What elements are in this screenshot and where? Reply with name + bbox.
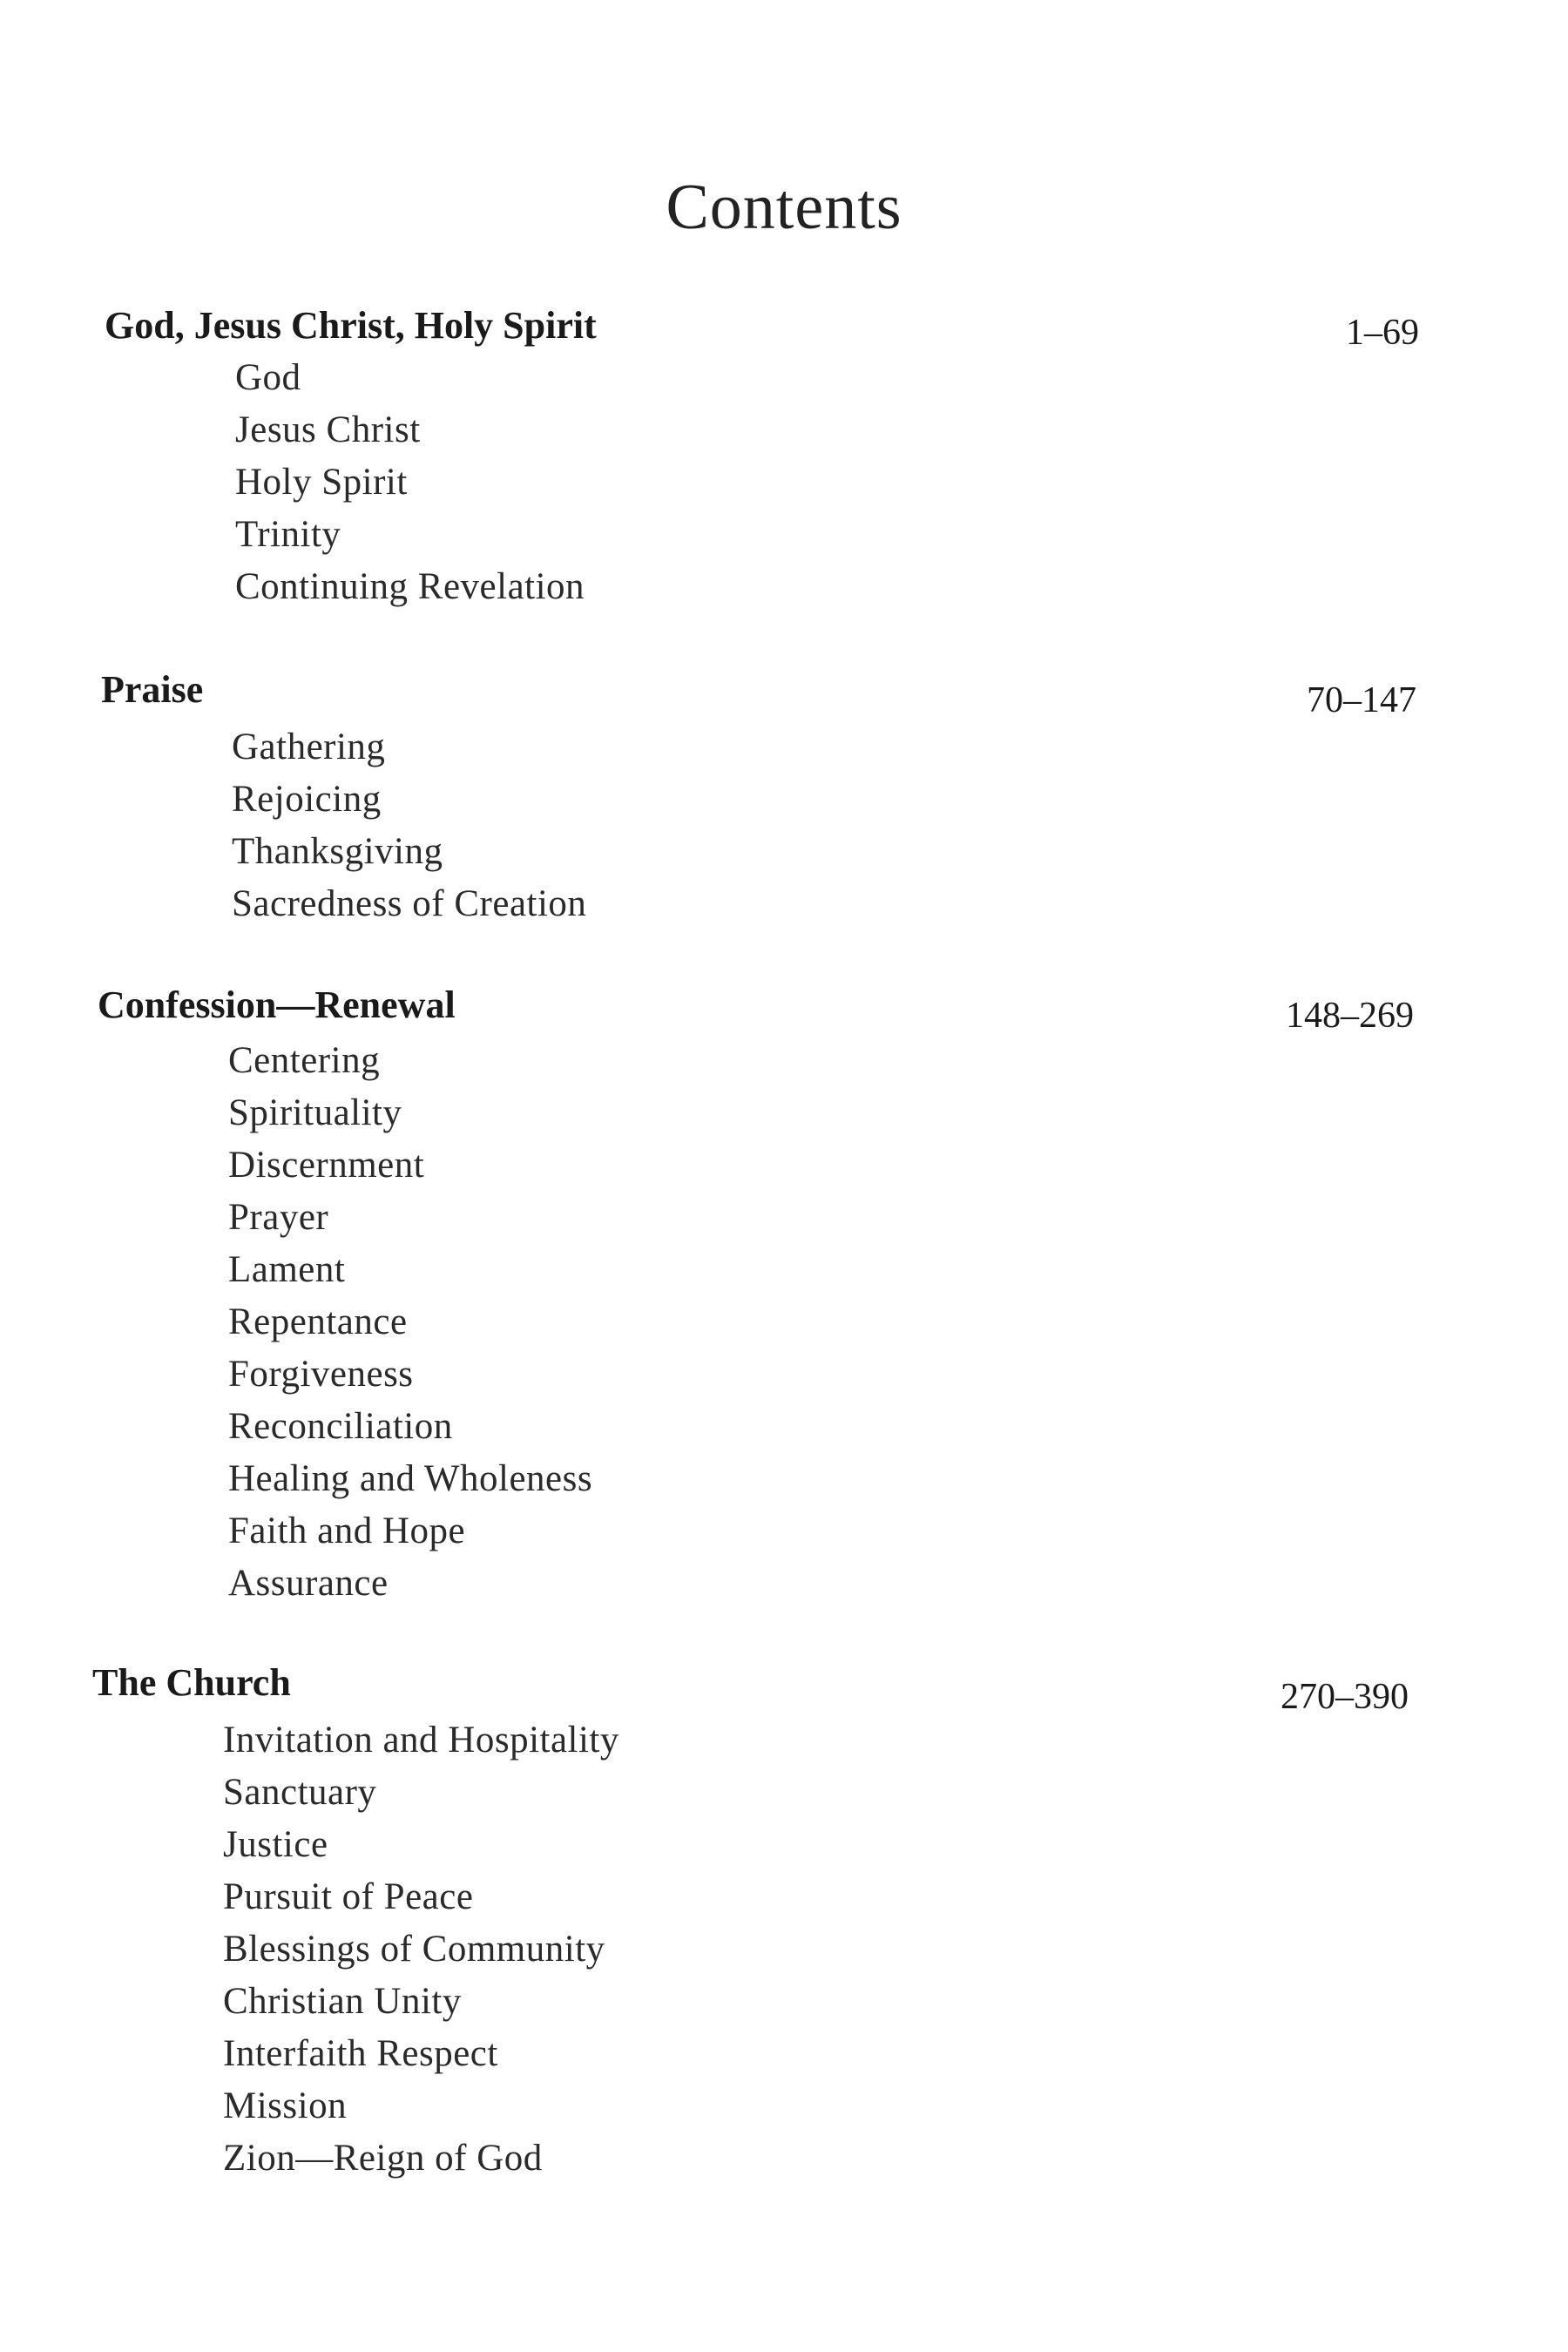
section-page-range: 1–69: [1346, 313, 1419, 353]
list-item: Interfaith Respect: [223, 2033, 498, 2074]
list-item: Repentance: [228, 1301, 408, 1342]
list-item: Healing and Wholeness: [228, 1458, 593, 1499]
section-heading: The Church: [92, 1661, 291, 1704]
page-title: Contents: [666, 172, 902, 243]
list-item: Sanctuary: [223, 1772, 377, 1813]
list-item: Rejoicing: [232, 779, 382, 820]
list-item: Zion—Reign of God: [223, 2138, 543, 2179]
section-heading: Praise: [101, 668, 204, 711]
list-item: Centering: [228, 1040, 381, 1081]
section-page-range: 148–269: [1286, 996, 1414, 1036]
list-item: Invitation and Hospitality: [223, 1720, 619, 1761]
list-item: Continuing Revelation: [235, 566, 585, 607]
section-page-range: 70–147: [1307, 680, 1416, 720]
list-item: Mission: [223, 2085, 348, 2126]
list-item: Blessings of Community: [223, 1929, 605, 1970]
list-item: Jesus Christ: [235, 409, 421, 450]
list-item: Discernment: [228, 1145, 425, 1186]
list-item: Prayer: [228, 1197, 329, 1238]
list-item: Pursuit of Peace: [223, 1876, 474, 1917]
section-heading: God, Jesus Christ, Holy Spirit: [105, 304, 597, 347]
list-item: God: [235, 357, 301, 398]
section-page-range: 270–390: [1281, 1677, 1409, 1717]
list-item: Sacredness of Creation: [232, 883, 587, 924]
section-heading: Confession—Renewal: [98, 983, 456, 1026]
list-item: Justice: [223, 1824, 328, 1865]
list-item: Gathering: [232, 727, 386, 767]
list-item: Trinity: [235, 514, 341, 555]
list-item: Reconciliation: [228, 1406, 453, 1447]
list-item: Spirituality: [228, 1092, 402, 1133]
section-item-list: [235, 352, 585, 613]
section-item-list: [228, 1035, 592, 1610]
list-item: Christian Unity: [223, 1981, 462, 2022]
section-item-list: [232, 721, 586, 930]
section-item-list: [223, 1714, 619, 2185]
list-item: Assurance: [228, 1563, 389, 1604]
list-item: Thanksgiving: [232, 831, 443, 872]
list-item: Forgiveness: [228, 1354, 414, 1395]
list-item: Faith and Hope: [228, 1511, 466, 1551]
list-item: Lament: [228, 1249, 346, 1290]
list-item: Holy Spirit: [235, 462, 408, 503]
